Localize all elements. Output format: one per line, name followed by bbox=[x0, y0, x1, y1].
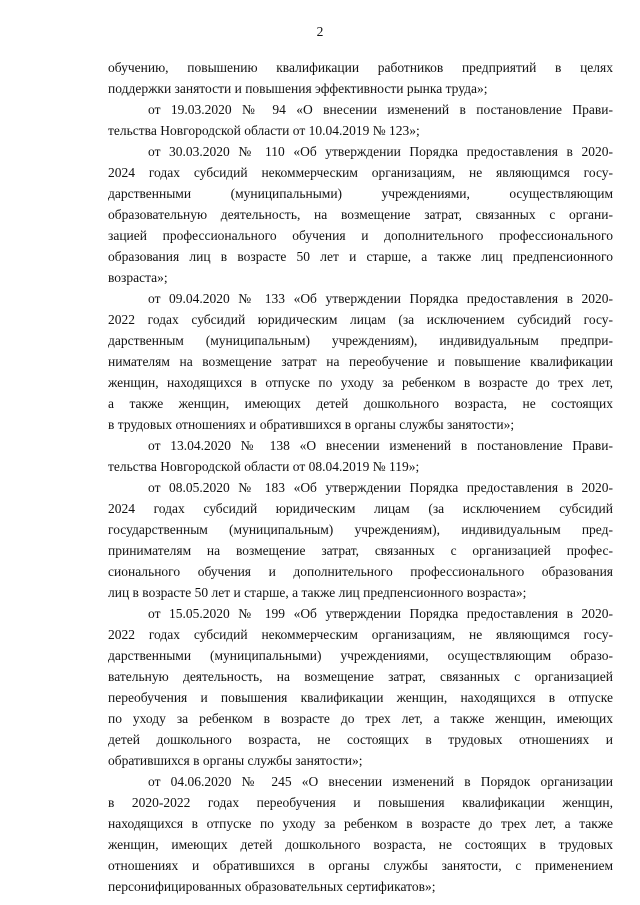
text-line: в трудовых отношениях и обратившихся в органы службы занятости»; bbox=[108, 417, 515, 432]
text-line: обучению, повышению квалификации работников предприятий в целях bbox=[108, 60, 613, 75]
text-line: в 2020-2022 годах переобучения и повышения квалификации женщин, bbox=[108, 795, 613, 810]
text-line: от 15.05.2020 № 199 «Об утверждении Порядка предоставления в 2020- bbox=[148, 606, 613, 621]
text-line: государственным (муниципальным) учреждениям), индивидуальным пред- bbox=[108, 522, 613, 537]
text-line: тельства Новгородской области от 10.04.2019 № 123»; bbox=[108, 123, 420, 138]
text-line: 2024 годах субсидий юридическим лицам (за исключением субсидий bbox=[108, 501, 613, 516]
text-line: сионального обучения и дополнительного профессионального образования bbox=[108, 564, 613, 579]
text-line: по уходу за ребенком в возрасте до трех лет, а также женщин, имеющих bbox=[108, 711, 613, 726]
text-line: от 09.04.2020 № 133 «Об утверждении Порядка предоставления в 2020- bbox=[148, 291, 613, 306]
text-line: 2022 годах субсидий юридическим лицам (за исключением субсидий госу- bbox=[108, 312, 613, 327]
text-line: женщин, имеющих детей дошкольного возраста, не состоящих в трудовых bbox=[108, 837, 613, 852]
text-line: образовательную деятельность, на возмещение затрат, связанных с органи- bbox=[108, 207, 613, 222]
text-line: персонифицированных образовательных сертификатов»; bbox=[108, 879, 436, 894]
text-line: от 13.04.2020 № 138 «О внесении изменений в постановление Прави- bbox=[148, 438, 613, 453]
text-line: дарственными (муниципальными) учреждениями, осуществляющим bbox=[108, 186, 613, 201]
text-line: от 08.05.2020 № 183 «Об утверждении Порядка предоставления в 2020- bbox=[148, 480, 613, 495]
text-line: от 30.03.2020 № 110 «Об утверждении Порядка предоставления в 2020- bbox=[148, 144, 613, 159]
text-line: женщин, находящихся в отпуске по уходу за ребенком в возрасте до трех лет, bbox=[108, 375, 613, 390]
page-number: 2 bbox=[316, 24, 324, 39]
text-line: нимателям на возмещение затрат на переобучение и повышение квалификации bbox=[108, 354, 613, 369]
text-line: дарственным (муниципальным) учреждениям), индивидуальным предпри- bbox=[108, 333, 613, 348]
text-line: поддержки занятости и повышения эффективности рынка труда»; bbox=[108, 81, 488, 96]
text-line: тельства Новгородской области от 08.04.2019 № 119»; bbox=[108, 459, 420, 474]
text-line: зацией профессионального обучения и дополнительного профессионального bbox=[108, 228, 613, 243]
text-line: дарственными (муниципальными) учреждениями, осуществляющим образо- bbox=[108, 648, 613, 663]
text-line: переобучения и повышения квалификации женщин, находящихся в отпуске bbox=[108, 690, 613, 705]
text-line: обратившихся в органы службы занятости»; bbox=[108, 753, 363, 768]
text-line: детей дошкольного возраста, не состоящих в трудовых отношениях и bbox=[108, 732, 613, 747]
document-body bbox=[108, 57, 613, 897]
text-line: 2022 годах субсидий некоммерческим организациям, не являющимся госу- bbox=[108, 627, 613, 642]
text-line: вательную деятельность, на возмещение затрат, связанных с организацией bbox=[108, 669, 613, 684]
text-line: от 19.03.2020 № 94 «О внесении изменений в постановление Прави- bbox=[148, 102, 613, 117]
text-line: принимателям на возмещение затрат, связанных с организацией профес- bbox=[108, 543, 613, 558]
text-line: образования лиц в возрасте 50 лет и старше, а также лиц предпенсионного bbox=[108, 249, 613, 264]
text-line: отношениях и обратившихся в органы службы занятости, с применением bbox=[108, 858, 613, 873]
text-line: а также женщин, имеющих детей дошкольного возраста, не состоящих bbox=[108, 396, 613, 411]
text-line: 2024 годах субсидий некоммерческим организациям, не являющимся госу- bbox=[108, 165, 613, 180]
text-line: от 04.06.2020 № 245 «О внесении изменений в Порядок организации bbox=[148, 774, 613, 789]
text-line: лиц в возрасте 50 лет и старше, а также лиц предпенсионного возраста»; bbox=[108, 585, 527, 600]
text-line: возраста»; bbox=[108, 270, 168, 285]
text-line: находящихся в отпуске по уходу за ребенком в возрасте до трех лет, а также bbox=[108, 816, 613, 831]
